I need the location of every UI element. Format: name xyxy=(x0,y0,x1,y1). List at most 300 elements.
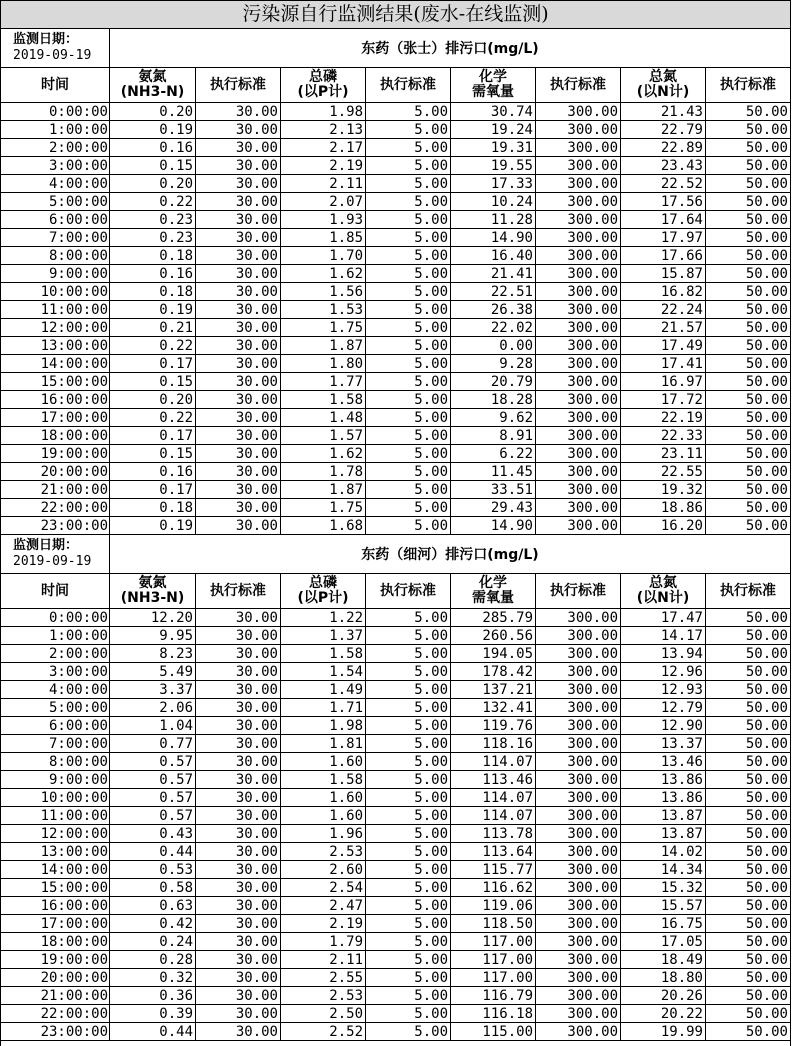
cell-nitrogen-standard: 50.00 xyxy=(745,879,788,896)
cell-nitrogen-standard: 50.00 xyxy=(745,373,788,390)
cell-phosphorus: 1.79 xyxy=(281,933,366,950)
cell-cod: 113.46 xyxy=(451,771,536,788)
cell-nitrogen-standard: 50.00 xyxy=(745,843,788,860)
cell-ammonia-standard: 30.00 xyxy=(196,337,281,354)
table-row xyxy=(1,861,790,879)
cell-phosphorus-standard: 5.00 xyxy=(366,825,451,842)
table-row xyxy=(1,699,790,717)
cell-cod: 19.24 xyxy=(451,121,536,138)
cell-cod-standard: 300.00 xyxy=(536,445,621,462)
cell-phosphorus: 1.62 xyxy=(281,445,366,462)
cell-phosphorus-standard: 5.00 xyxy=(366,445,451,462)
cell-ammonia: 0.42 xyxy=(110,915,196,932)
cell-nitrogen: 15.87 xyxy=(621,265,706,282)
cell-ammonia: 0.57 xyxy=(110,807,196,824)
cell-ammonia: 0.28 xyxy=(110,951,196,968)
cell-phosphorus: 1.60 xyxy=(281,753,366,770)
cell-ammonia-standard: 30.00 xyxy=(196,843,281,860)
column-header-line1: 氨氮 xyxy=(138,575,167,591)
cell-cod-standard: 300.00 xyxy=(536,499,621,516)
cell-ammonia: 0.22 xyxy=(110,193,196,210)
cell-phosphorus-standard: 5.00 xyxy=(366,319,451,336)
cell-phosphorus: 1.57 xyxy=(281,427,366,444)
cell-nitrogen-standard: 50.00 xyxy=(745,391,788,408)
column-header-line1: 执行标准 xyxy=(550,582,606,599)
cell-ammonia-standard: 30.00 xyxy=(196,139,281,156)
cell-phosphorus-standard: 5.00 xyxy=(366,121,451,138)
cell-ammonia: 0.17 xyxy=(110,481,196,498)
column-header-nitrogen xyxy=(621,68,706,102)
cell-nitrogen: 22.19 xyxy=(621,409,706,426)
table-row xyxy=(1,825,790,843)
column-header-line2: (NH3-N) xyxy=(120,590,185,606)
cell-nitrogen: 16.82 xyxy=(621,283,706,300)
cell-nitrogen-standard: 50.00 xyxy=(745,247,788,264)
cell-ammonia: 0.24 xyxy=(110,933,196,950)
cell-ammonia-standard: 30.00 xyxy=(196,499,281,516)
cell-phosphorus: 1.53 xyxy=(281,301,366,318)
cell-phosphorus: 2.52 xyxy=(281,1023,366,1040)
table-row xyxy=(1,987,790,1005)
cell-time: 10:00:00 xyxy=(1,789,110,806)
table-row xyxy=(1,771,790,789)
cell-cod: 115.00 xyxy=(451,1023,536,1040)
cell-cod: 21.41 xyxy=(451,265,536,282)
cell-cod: 117.00 xyxy=(451,951,536,968)
cell-nitrogen-standard: 50.00 xyxy=(745,897,788,914)
column-header-line1: 氨氮 xyxy=(138,69,167,85)
cell-phosphorus-standard: 5.00 xyxy=(366,301,451,318)
cell-cod: 22.51 xyxy=(451,283,536,300)
cell-cod: 116.18 xyxy=(451,1005,536,1022)
cell-ammonia-standard: 30.00 xyxy=(196,933,281,950)
cell-phosphorus-standard: 5.00 xyxy=(366,175,451,192)
report-sections xyxy=(1,29,790,1041)
cell-nitrogen: 19.32 xyxy=(621,481,706,498)
report-title: 污染源自行监测结果(废水-在线监测) xyxy=(1,1,790,29)
table-row xyxy=(1,355,790,373)
outlet-name: 东药（细河）排污口(mg/L) xyxy=(361,547,539,563)
cell-ammonia: 0.19 xyxy=(110,301,196,318)
cell-nitrogen: 16.75 xyxy=(621,915,706,932)
cell-cod: 114.07 xyxy=(451,789,536,806)
column-header-line1: 执行标准 xyxy=(380,76,436,93)
column-header-line1: 总磷 xyxy=(309,69,337,85)
table-row xyxy=(1,915,790,933)
table-row xyxy=(1,843,790,861)
column-header-line2: 需氧量 xyxy=(472,84,514,100)
cell-phosphorus: 1.98 xyxy=(281,717,366,734)
cell-phosphorus: 1.75 xyxy=(281,319,366,336)
cell-ammonia-standard: 30.00 xyxy=(196,951,281,968)
table-row xyxy=(1,175,790,193)
table-row xyxy=(1,1005,790,1023)
cell-phosphorus: 2.19 xyxy=(281,157,366,174)
cell-time: 22:00:00 xyxy=(1,1005,110,1022)
cell-phosphorus: 1.60 xyxy=(281,807,366,824)
cell-time: 8:00:00 xyxy=(1,753,110,770)
cell-nitrogen: 13.87 xyxy=(621,807,706,824)
cell-nitrogen-standard: 50.00 xyxy=(745,463,788,480)
cell-cod-standard: 300.00 xyxy=(536,681,621,698)
monitor-date-label: 监测日期： xyxy=(13,32,79,47)
cell-phosphorus: 1.22 xyxy=(281,609,366,626)
cell-cod: 118.16 xyxy=(451,735,536,752)
cell-cod-standard: 300.00 xyxy=(536,645,621,662)
column-header-nitrogen-standard xyxy=(706,574,790,608)
cell-cod: 115.77 xyxy=(451,861,536,878)
cell-ammonia: 0.20 xyxy=(110,103,196,120)
cell-ammonia: 0.15 xyxy=(110,445,196,462)
cell-phosphorus: 1.48 xyxy=(281,409,366,426)
cell-ammonia: 2.06 xyxy=(110,699,196,716)
cell-cod-standard: 300.00 xyxy=(536,463,621,480)
cell-nitrogen-standard: 50.00 xyxy=(745,499,788,516)
cell-nitrogen: 17.66 xyxy=(621,247,706,264)
table-row xyxy=(1,139,790,157)
cell-phosphorus: 1.80 xyxy=(281,355,366,372)
cell-cod: 114.07 xyxy=(451,753,536,770)
cell-time: 16:00:00 xyxy=(1,391,110,408)
cell-cod-standard: 300.00 xyxy=(536,825,621,842)
cell-phosphorus: 1.58 xyxy=(281,771,366,788)
table-row xyxy=(1,409,790,427)
table-row xyxy=(1,717,790,735)
cell-ammonia-standard: 30.00 xyxy=(196,609,281,626)
cell-time: 20:00:00 xyxy=(1,969,110,986)
cell-phosphorus: 2.53 xyxy=(281,987,366,1004)
cell-phosphorus: 1.87 xyxy=(281,481,366,498)
cell-ammonia: 0.15 xyxy=(110,157,196,174)
cell-ammonia-standard: 30.00 xyxy=(196,391,281,408)
cell-cod-standard: 300.00 xyxy=(536,879,621,896)
cell-phosphorus-standard: 5.00 xyxy=(366,229,451,246)
cell-cod: 19.55 xyxy=(451,157,536,174)
cell-ammonia-standard: 30.00 xyxy=(196,753,281,770)
cell-ammonia-standard: 30.00 xyxy=(196,915,281,932)
table-row xyxy=(1,789,790,807)
table-row xyxy=(1,969,790,987)
cell-phosphorus: 2.19 xyxy=(281,915,366,932)
cell-nitrogen: 12.93 xyxy=(621,681,706,698)
cell-cod-standard: 300.00 xyxy=(536,699,621,716)
cell-cod: 18.28 xyxy=(451,391,536,408)
cell-phosphorus-standard: 5.00 xyxy=(366,735,451,752)
cell-time: 11:00:00 xyxy=(1,807,110,824)
cell-cod: 8.91 xyxy=(451,427,536,444)
column-header-phosphorus xyxy=(281,574,366,608)
cell-phosphorus-standard: 5.00 xyxy=(366,499,451,516)
cell-time: 7:00:00 xyxy=(1,735,110,752)
cell-nitrogen: 12.79 xyxy=(621,699,706,716)
cell-ammonia-standard: 30.00 xyxy=(196,445,281,462)
cell-ammonia: 0.16 xyxy=(110,265,196,282)
table-row xyxy=(1,103,790,121)
cell-nitrogen-standard: 50.00 xyxy=(745,933,788,950)
cell-nitrogen-standard: 50.00 xyxy=(745,265,788,282)
table-row xyxy=(1,337,790,355)
table-row xyxy=(1,897,790,915)
cell-phosphorus-standard: 5.00 xyxy=(366,157,451,174)
cell-cod: 132.41 xyxy=(451,699,536,716)
cell-time: 0:00:00 xyxy=(1,609,110,626)
cell-nitrogen: 18.49 xyxy=(621,951,706,968)
cell-phosphorus: 1.98 xyxy=(281,103,366,120)
cell-time: 20:00:00 xyxy=(1,463,110,480)
cell-nitrogen-standard: 50.00 xyxy=(745,717,788,734)
cell-nitrogen-standard: 50.00 xyxy=(745,663,788,680)
cell-cod: 11.28 xyxy=(451,211,536,228)
cell-ammonia-standard: 30.00 xyxy=(196,645,281,662)
cell-ammonia: 0.16 xyxy=(110,463,196,480)
column-header-line1: 化学 xyxy=(479,575,507,591)
cell-ammonia: 0.19 xyxy=(110,121,196,138)
cell-nitrogen-standard: 50.00 xyxy=(745,139,788,156)
cell-cod: 10.24 xyxy=(451,193,536,210)
table-row xyxy=(1,373,790,391)
cell-phosphorus: 1.60 xyxy=(281,789,366,806)
cell-phosphorus-standard: 5.00 xyxy=(366,247,451,264)
cell-phosphorus-standard: 5.00 xyxy=(366,609,451,626)
cell-ammonia: 0.23 xyxy=(110,229,196,246)
cell-ammonia-standard: 30.00 xyxy=(196,157,281,174)
column-header-line2: (以P计) xyxy=(297,84,349,100)
cell-phosphorus-standard: 5.00 xyxy=(366,717,451,734)
table-row xyxy=(1,753,790,771)
column-header-cod-standard xyxy=(536,68,621,102)
cell-phosphorus-standard: 5.00 xyxy=(366,1005,451,1022)
cell-phosphorus-standard: 5.00 xyxy=(366,391,451,408)
cell-cod-standard: 300.00 xyxy=(536,247,621,264)
cell-time: 7:00:00 xyxy=(1,229,110,246)
cell-ammonia-standard: 30.00 xyxy=(196,1005,281,1022)
cell-nitrogen: 22.52 xyxy=(621,175,706,192)
cell-phosphorus: 1.81 xyxy=(281,735,366,752)
cell-phosphorus: 1.37 xyxy=(281,627,366,644)
cell-time: 0:00:00 xyxy=(1,103,110,120)
cell-ammonia-standard: 30.00 xyxy=(196,103,281,120)
cell-nitrogen-standard: 50.00 xyxy=(745,969,788,986)
column-header-line1: 执行标准 xyxy=(210,76,266,93)
table-row xyxy=(1,481,790,499)
cell-cod-standard: 300.00 xyxy=(536,771,621,788)
cell-phosphorus: 2.47 xyxy=(281,897,366,914)
cell-time: 10:00:00 xyxy=(1,283,110,300)
cell-time: 5:00:00 xyxy=(1,699,110,716)
cell-time: 17:00:00 xyxy=(1,409,110,426)
cell-time: 18:00:00 xyxy=(1,427,110,444)
cell-ammonia-standard: 30.00 xyxy=(196,247,281,264)
cell-cod-standard: 300.00 xyxy=(536,229,621,246)
cell-phosphorus: 2.17 xyxy=(281,139,366,156)
cell-ammonia: 0.53 xyxy=(110,861,196,878)
cell-cod-standard: 300.00 xyxy=(536,157,621,174)
cell-time: 2:00:00 xyxy=(1,645,110,662)
cell-cod-standard: 300.00 xyxy=(536,211,621,228)
cell-phosphorus-standard: 5.00 xyxy=(366,409,451,426)
cell-time: 1:00:00 xyxy=(1,627,110,644)
cell-cod-standard: 300.00 xyxy=(536,481,621,498)
cell-cod: 114.07 xyxy=(451,807,536,824)
cell-cod-standard: 300.00 xyxy=(536,103,621,120)
table-row xyxy=(1,193,790,211)
cell-ammonia: 0.44 xyxy=(110,1023,196,1040)
cell-ammonia: 0.57 xyxy=(110,789,196,806)
column-header-line1: 总氮 xyxy=(649,575,677,591)
cell-phosphorus-standard: 5.00 xyxy=(366,373,451,390)
cell-ammonia: 0.63 xyxy=(110,897,196,914)
cell-ammonia: 0.16 xyxy=(110,139,196,156)
table-row xyxy=(1,951,790,969)
cell-cod-standard: 300.00 xyxy=(536,337,621,354)
column-header-line1: 总氮 xyxy=(649,69,677,85)
cell-ammonia: 0.17 xyxy=(110,427,196,444)
cell-ammonia: 0.20 xyxy=(110,175,196,192)
cell-phosphorus: 1.49 xyxy=(281,681,366,698)
cell-nitrogen: 22.33 xyxy=(621,427,706,444)
cell-ammonia-standard: 30.00 xyxy=(196,789,281,806)
table-row xyxy=(1,391,790,409)
cell-phosphorus: 1.75 xyxy=(281,499,366,516)
cell-nitrogen-standard: 50.00 xyxy=(745,157,788,174)
cell-cod: 117.00 xyxy=(451,933,536,950)
column-header-time xyxy=(1,574,110,608)
cell-cod: 26.38 xyxy=(451,301,536,318)
cell-phosphorus-standard: 5.00 xyxy=(366,1023,451,1040)
cell-time: 9:00:00 xyxy=(1,771,110,788)
cell-cod-standard: 300.00 xyxy=(536,663,621,680)
table-row xyxy=(1,445,790,463)
cell-phosphorus-standard: 5.00 xyxy=(366,663,451,680)
cell-time: 15:00:00 xyxy=(1,879,110,896)
cell-ammonia: 3.37 xyxy=(110,681,196,698)
cell-cod-standard: 300.00 xyxy=(536,283,621,300)
cell-ammonia-standard: 30.00 xyxy=(196,121,281,138)
cell-cod: 178.42 xyxy=(451,663,536,680)
table-row xyxy=(1,645,790,663)
cell-phosphorus: 1.70 xyxy=(281,247,366,264)
cell-cod-standard: 300.00 xyxy=(536,409,621,426)
column-header-line2: 需氧量 xyxy=(472,590,514,606)
cell-phosphorus-standard: 5.00 xyxy=(366,951,451,968)
table-row xyxy=(1,681,790,699)
cell-nitrogen-standard: 50.00 xyxy=(745,825,788,842)
cell-cod-standard: 300.00 xyxy=(536,627,621,644)
cell-nitrogen: 23.43 xyxy=(621,157,706,174)
cell-nitrogen: 13.46 xyxy=(621,753,706,770)
table-row xyxy=(1,283,790,301)
cell-time: 11:00:00 xyxy=(1,301,110,318)
cell-phosphorus: 1.87 xyxy=(281,337,366,354)
cell-cod: 0.00 xyxy=(451,337,536,354)
table-row xyxy=(1,157,790,175)
cell-time: 18:00:00 xyxy=(1,933,110,950)
cell-nitrogen-standard: 50.00 xyxy=(745,283,788,300)
cell-phosphorus-standard: 5.00 xyxy=(366,771,451,788)
cell-cod: 113.64 xyxy=(451,843,536,860)
cell-phosphorus: 2.11 xyxy=(281,951,366,968)
cell-cod-standard: 300.00 xyxy=(536,319,621,336)
cell-ammonia-standard: 30.00 xyxy=(196,771,281,788)
column-header-line1: 执行标准 xyxy=(720,76,776,93)
cell-nitrogen: 17.64 xyxy=(621,211,706,228)
cell-time: 13:00:00 xyxy=(1,843,110,860)
cell-phosphorus-standard: 5.00 xyxy=(366,645,451,662)
cell-time: 1:00:00 xyxy=(1,121,110,138)
cell-ammonia-standard: 30.00 xyxy=(196,969,281,986)
table-row xyxy=(1,807,790,825)
cell-nitrogen-standard: 50.00 xyxy=(745,337,788,354)
cell-ammonia: 0.18 xyxy=(110,499,196,516)
cell-time: 17:00:00 xyxy=(1,915,110,932)
cell-ammonia: 0.36 xyxy=(110,987,196,1004)
cell-cod-standard: 300.00 xyxy=(536,609,621,626)
cell-nitrogen-standard: 50.00 xyxy=(745,753,788,770)
column-header-ammonia xyxy=(110,68,196,102)
column-header-line1: 执行标准 xyxy=(210,582,266,599)
cell-nitrogen-standard: 50.00 xyxy=(745,1005,788,1022)
cell-phosphorus: 1.77 xyxy=(281,373,366,390)
cell-phosphorus-standard: 5.00 xyxy=(366,861,451,878)
cell-nitrogen: 21.43 xyxy=(621,103,706,120)
cell-time: 23:00:00 xyxy=(1,1023,110,1040)
cell-cod-standard: 300.00 xyxy=(536,861,621,878)
column-header-ammonia-standard xyxy=(196,68,281,102)
cell-nitrogen-standard: 50.00 xyxy=(745,645,788,662)
cell-nitrogen: 13.86 xyxy=(621,789,706,806)
cell-cod-standard: 300.00 xyxy=(536,717,621,734)
cell-nitrogen-standard: 50.00 xyxy=(745,319,788,336)
cell-nitrogen-standard: 50.00 xyxy=(745,481,788,498)
cell-phosphorus: 1.54 xyxy=(281,663,366,680)
column-header-line2: (以N计) xyxy=(636,84,690,100)
cell-time: 21:00:00 xyxy=(1,987,110,1004)
cell-cod: 29.43 xyxy=(451,499,536,516)
cell-cod-standard: 300.00 xyxy=(536,969,621,986)
cell-nitrogen: 18.86 xyxy=(621,499,706,516)
cell-cod: 22.02 xyxy=(451,319,536,336)
column-header-nitrogen xyxy=(621,574,706,608)
cell-nitrogen: 17.72 xyxy=(621,391,706,408)
monitor-date-value: 2019-09-19 xyxy=(13,554,92,569)
cell-nitrogen-standard: 50.00 xyxy=(745,699,788,716)
cell-nitrogen-standard: 50.00 xyxy=(745,445,788,462)
column-header-cod xyxy=(451,68,536,102)
cell-ammonia: 9.95 xyxy=(110,627,196,644)
cell-nitrogen-standard: 50.00 xyxy=(745,409,788,426)
cell-nitrogen-standard: 50.00 xyxy=(745,193,788,210)
cell-phosphorus-standard: 5.00 xyxy=(366,427,451,444)
column-header-ammonia xyxy=(110,574,196,608)
column-header-row xyxy=(1,68,790,103)
cell-cod: 194.05 xyxy=(451,645,536,662)
cell-cod-standard: 300.00 xyxy=(536,789,621,806)
cell-cod-standard: 300.00 xyxy=(536,951,621,968)
cell-ammonia: 0.77 xyxy=(110,735,196,752)
cell-cod: 30.74 xyxy=(451,103,536,120)
cell-ammonia-standard: 30.00 xyxy=(196,663,281,680)
cell-nitrogen-standard: 50.00 xyxy=(745,211,788,228)
table-row xyxy=(1,121,790,139)
cell-cod-standard: 300.00 xyxy=(536,987,621,1004)
table-row xyxy=(1,319,790,337)
cell-cod: 14.90 xyxy=(451,229,536,246)
monitor-date-cell xyxy=(1,29,110,67)
cell-ammonia-standard: 30.00 xyxy=(196,463,281,480)
cell-phosphorus-standard: 5.00 xyxy=(366,969,451,986)
table-row xyxy=(1,627,790,645)
cell-cod-standard: 300.00 xyxy=(536,427,621,444)
